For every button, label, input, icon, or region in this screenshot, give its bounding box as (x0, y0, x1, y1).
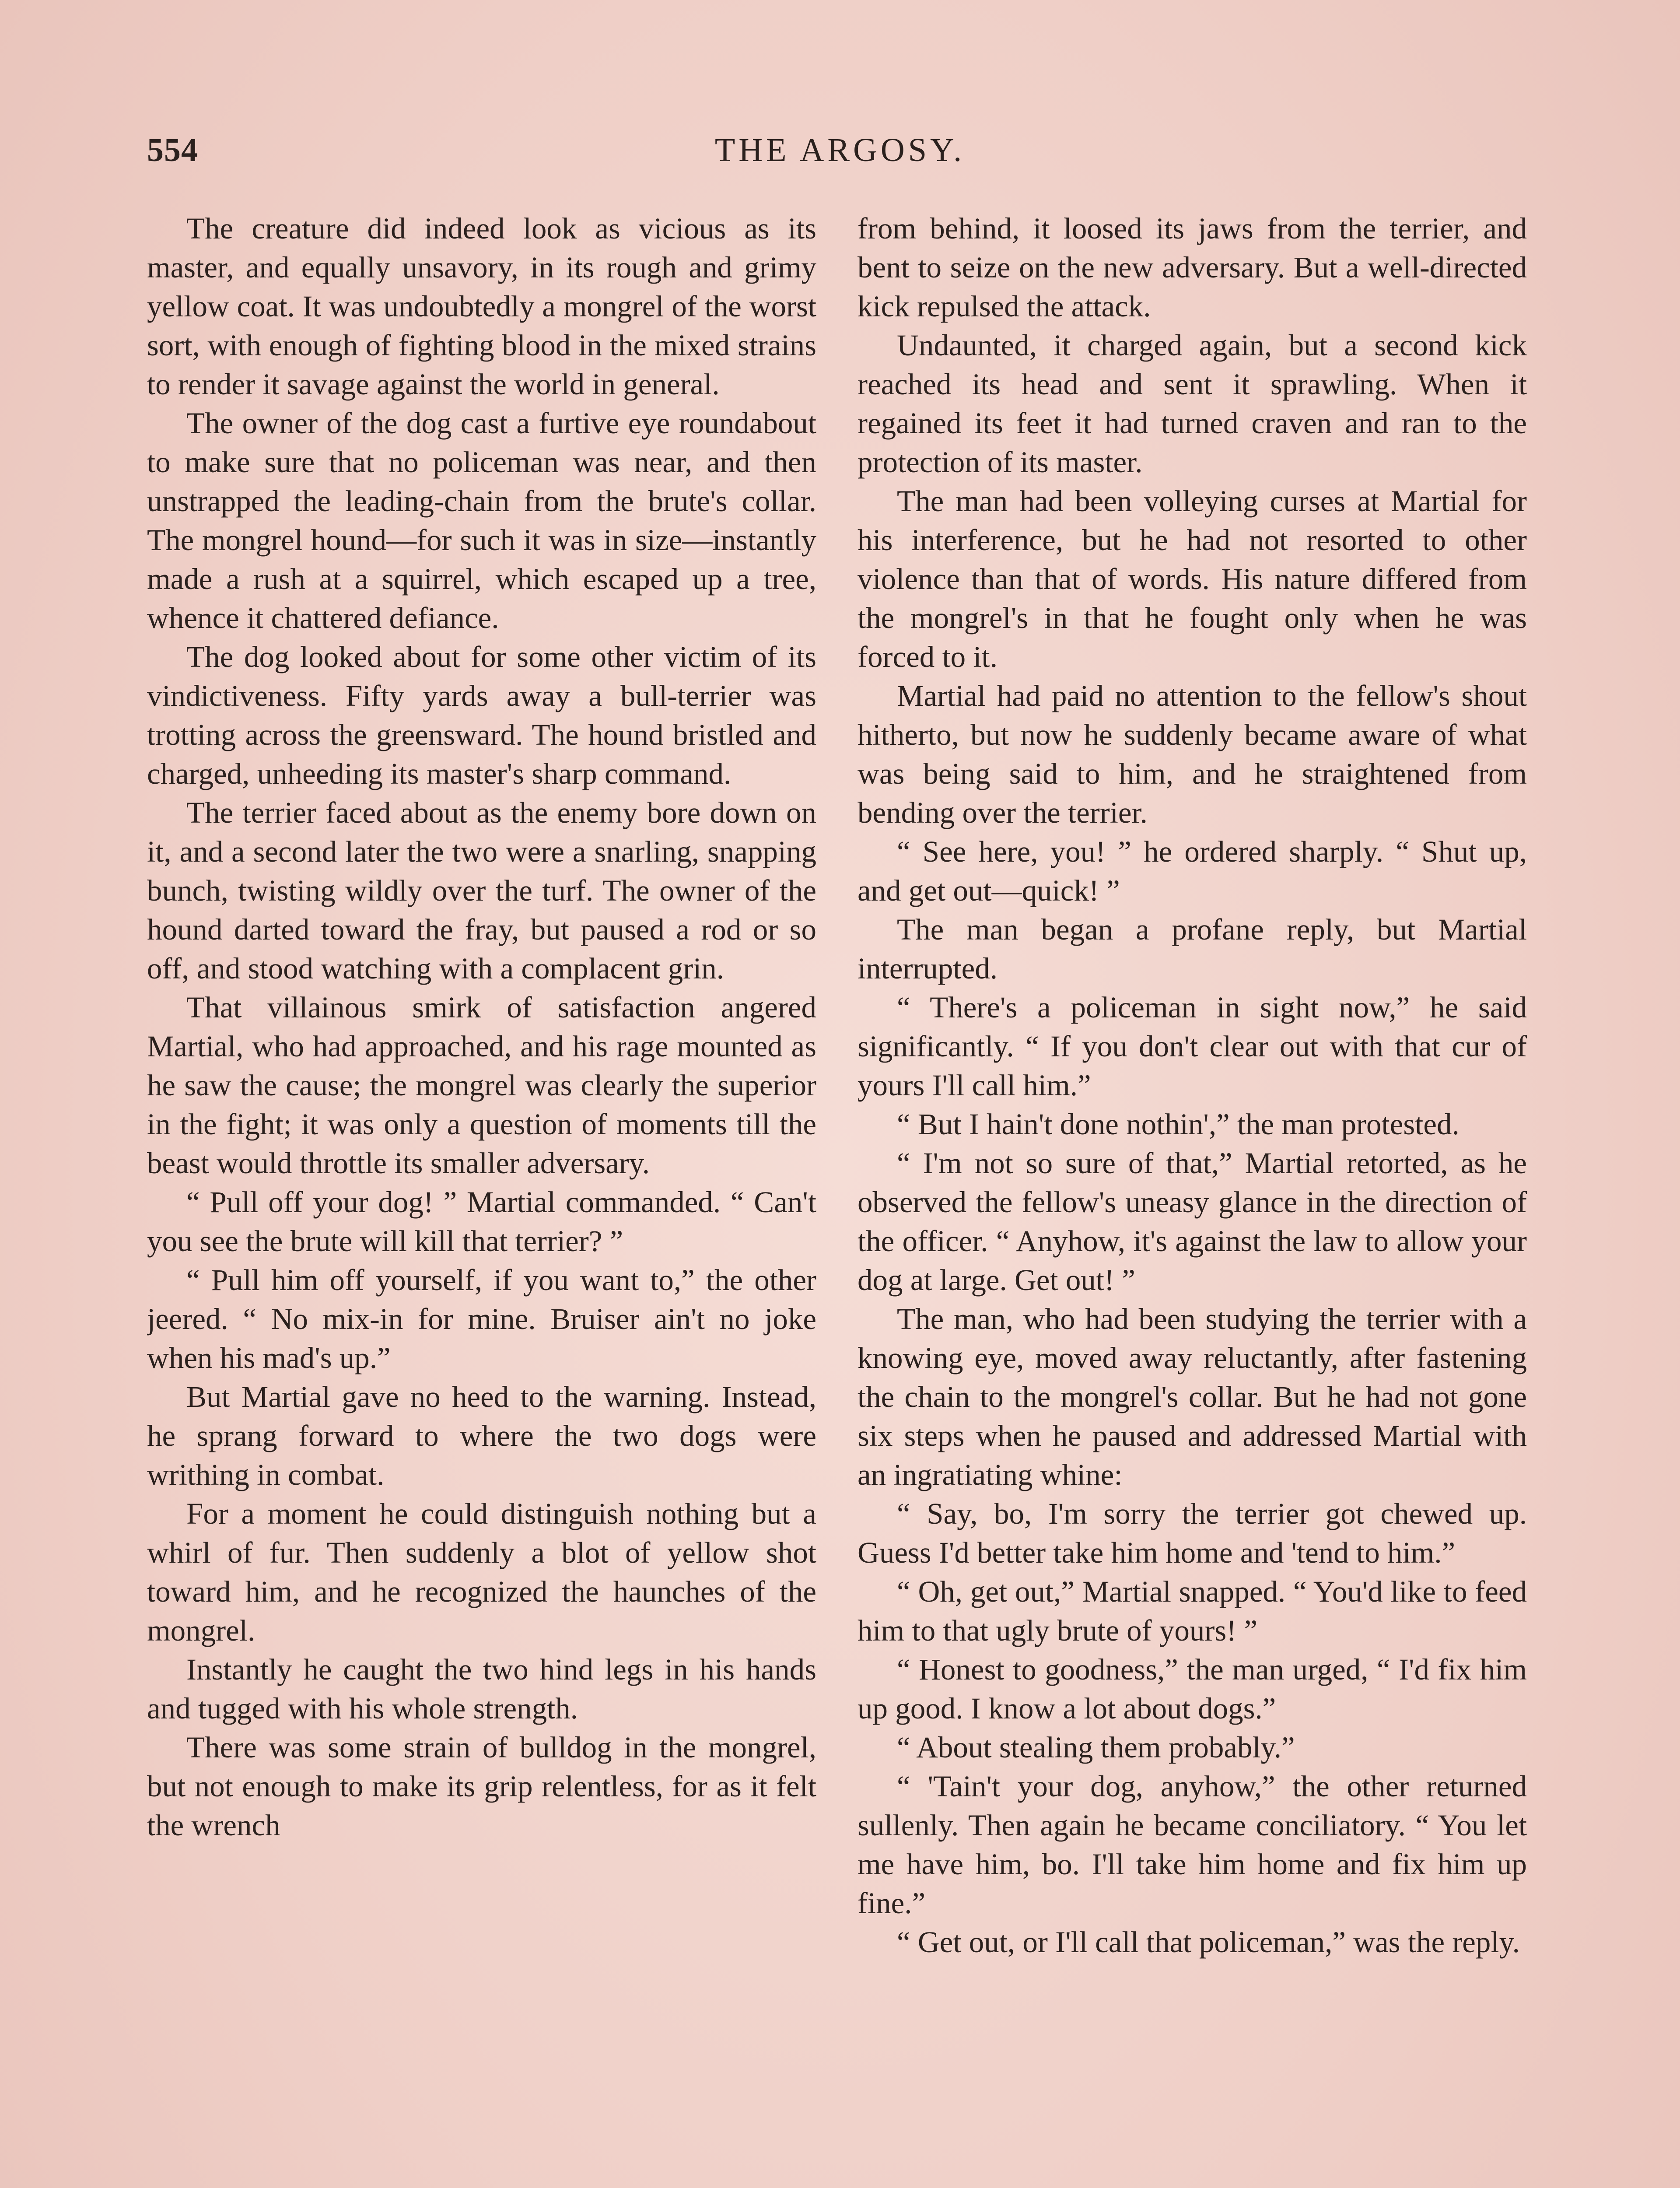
paragraph: “ See here, you! ” he ordered sharply. “ Shut up, and get out—quick! ” (858, 835, 1527, 907)
running-title: THE ARGOSY. (714, 132, 966, 168)
paragraph: Instantly he caught the two hind legs in his hands and tugged with his whole strength. (147, 1653, 816, 1725)
paragraph: That villainous smirk of satisfaction angered Martial, who had approached, and his rage mounted as he saw the cause; the mongrel was clearly the superior in the fight; it was only a question of moments till the beast would throttle its smaller adversary. (147, 991, 816, 1180)
page-header (147, 131, 1533, 179)
paragraph: The owner of the dog cast a furtive eye roundabout to make sure that no policeman was near, and then unstrapped the leading-chain from the brute's collar. The mongrel hound—for such it was in size—instantly made a rush at a squirrel, which escaped up a tree, whence it chattered defiance. (147, 407, 816, 635)
paragraph: For a moment he could distinguish nothing but a whirl of fur. Then suddenly a blot of yellow shot toward him, and he recognized the haunches of the mongrel. (147, 1497, 816, 1647)
paragraph: “ Pull him off yourself, if you want to,” the other jeered. “ No mix-in for mine. Bruiser ain't no joke when his mad's up.” (147, 1263, 816, 1375)
paragraph: “ Honest to goodness,” the man urged, “ I'd fix him up good. I know a lot about dogs.” (858, 1653, 1527, 1725)
paragraph: Martial had paid no attention to the fellow's shout hitherto, but now he suddenly became aware of what was being said to him, and he straightened from bending over the terrier. (858, 679, 1527, 829)
paragraph: There was some strain of bulldog in the mongrel, but not enough to make its grip relentless, for as it felt the wrench (147, 1731, 816, 1842)
paragraph: “ Get out, or I'll call that policeman,” was the reply. (897, 1925, 1520, 1959)
paragraph: But Martial gave no heed to the warning. Instead, he sprang forward to where the two dogs were writhing in combat. (147, 1380, 816, 1491)
page-number: 554 (147, 132, 198, 168)
paragraph: “ There's a policeman in sight now,” he said significantly. “ If you don't clear out with that cur of yours I'll call him.” (858, 991, 1527, 1102)
left-column (147, 209, 816, 1845)
paragraph: The man began a profane reply, but Martial interrupted. (858, 913, 1527, 985)
paragraph: “ But I hain't done nothin',” the man protested. (897, 1108, 1460, 1141)
paragraph: “ I'm not so sure of that,” Martial retorted, as he observed the fellow's uneasy glance in the direction of the officer. “ Anyhow, it's against the law to allow your dog at large. Get out! ” (858, 1147, 1527, 1297)
paragraph: “ Oh, get out,” Martial snapped. “ You'd like to feed him to that ugly brute of yours! ” (858, 1575, 1527, 1647)
paragraph: The creature did indeed look as vicious as its master, and equally unsavory, in its rough and grimy yellow coat. It was undoubtedly a mongrel of the worst sort, with enough of fighting blood in the mixed strains to render it savage against the world in general. (147, 212, 816, 401)
right-column (858, 209, 1527, 1962)
text-columns (147, 209, 1534, 2188)
paragraph: The dog looked about for some other victim of its vindictiveness. Fifty yards away a bull-terrier was trotting across the greensward. The hound bristled and charged, unheeding its master's sharp command. (147, 640, 816, 790)
paragraph: “ Pull off your dog! ” Martial commanded. “ Can't you see the brute will kill that terrier? ” (147, 1185, 816, 1258)
paragraph: Undaunted, it charged again, but a second kick reached its head and sent it sprawling. When it regained its feet it had turned craven and ran to the protection of its master. (858, 329, 1527, 479)
paragraph-continuation: from behind, it loosed its jaws from the terrier, and bent to seize on the new adversary. But a well-directed kick repulsed the attack. (858, 212, 1527, 323)
paragraph: The man, who had been studying the terrier with a knowing eye, moved away reluctantly, after fastening the chain to the mongrel's collar. But he had not gone six steps when he paused and addressed Martial with an ingratiating whine: (858, 1302, 1527, 1491)
paragraph: “ Say, bo, I'm sorry the terrier got chewed up. Guess I'd better take him home and 'tend to him.” (858, 1497, 1527, 1569)
paragraph: “ 'Tain't your dog, anyhow,” the other returned sullenly. Then again he became conciliatory. “ You let me have him, bo. I'll take him home and fix him up fine.” (858, 1770, 1527, 1920)
paragraph: The man had been volleying curses at Martial for his interference, but he had not resorted to other violence than that of words. His nature differed from the mongrel's in that he fought only when he was forced to it. (858, 484, 1527, 673)
paragraph: “ About stealing them probably.” (897, 1731, 1295, 1764)
paragraph: The terrier faced about as the enemy bore down on it, and a second later the two were a snarling, snapping bunch, twisting wildly over the turf. The owner of the hound darted toward the fray, but paused a rod or so off, and stood watching with a complacent grin. (147, 796, 816, 985)
